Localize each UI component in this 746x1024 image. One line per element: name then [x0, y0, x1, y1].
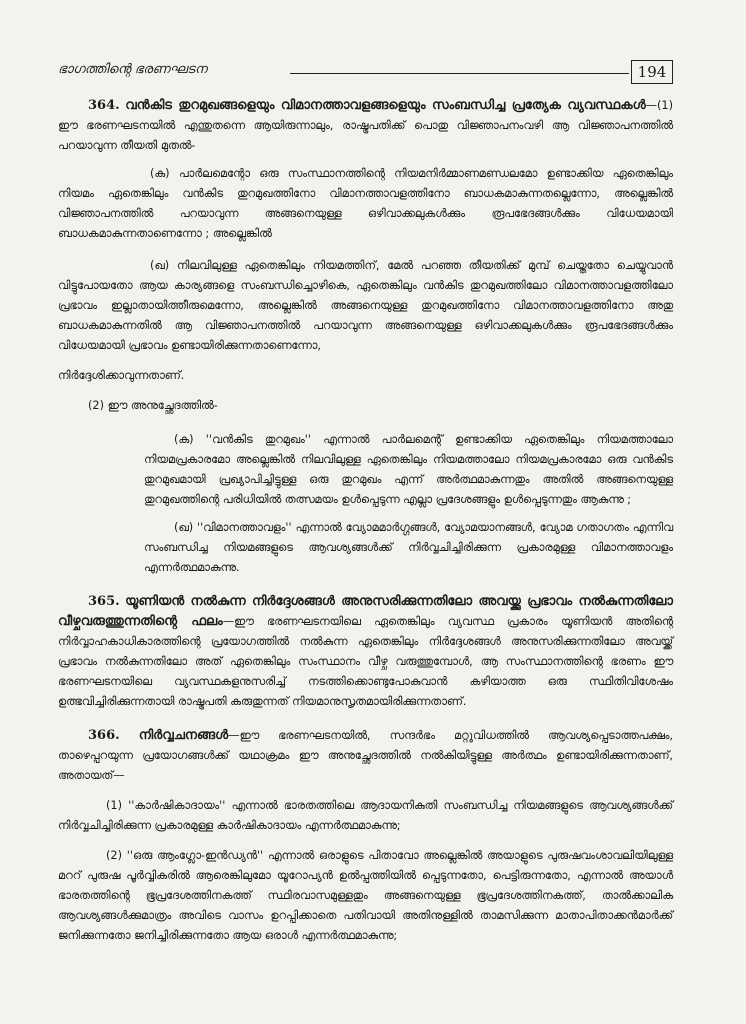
page-header: [58, 60, 673, 86]
document-body: [58, 96, 673, 946]
section-title: യൂണിയൻ നൽകുന്ന നിർദ്ദേശങ്ങൾ അനുസരിക്കുന്നതിലോ അവയ്ക്കു പ്രഭാവം നൽകുന്നതിലോ വീഴ്ചവരുത്തുന്നതിന്റെ ഫലം: [58, 594, 673, 629]
section-366-intro: [58, 726, 673, 786]
header-rule: [290, 73, 629, 74]
definition-major-port: (ക) ''വൻകിട തുറമുഖം'' എന്നാൽ പാർലമെന്റ് ഉണ്ടാക്കിയ ഏതെങ്കിലും നിയമത്താലോ നിയമപ്രകാരമോ അല്ലെങ്കിൽ നിലവിലുള്ള ഏതെങ്കിലും നിയമത്താലോ നിയമപ്രകാരമോ ഒരു വൻകിട തുറമുഖമായി പ്രഖ്യാപിച്ചിട്ടുള്ള ഒരു തുറമുഖം എന്ന് അർത്ഥമാകുന്നതും അതിൽ അങ്ങനെയുള്ള തുറമുഖത്തിന്റെ പരിധിയിൽ തത്സമയം ഉൾപ്പെടുന്ന എല്ലാ പ്രദേശങ്ങളും ഉൾപ്പെടുന്നതും ആകുന്നു ;: [144, 433, 673, 506]
section-365: [58, 592, 673, 712]
running-title: ഭാഗത്തിന്റെ ഭരണഘടന: [58, 62, 207, 77]
section-number: 364.: [88, 98, 120, 113]
clause-a: (ക) പാർലമെന്റോ ഒരു സംസ്ഥാനത്തിന്റെ നിയമനിർമ്മാണമണ്ഡലമോ ഉണ്ടാക്കിയ ഏതെങ്കിലും നിയമം ഏതെങ്കിലും വൻകിട തുറമുഖത്തിനോ വിമാനത്താവളത്തിനോ ബാധകമാകുന്നതല്ലെന്നോ, അല്ലെങ്കിൽ വിജ്ഞാപനത്തിൽ പറയാവുന്ന അങ്ങനെയുള്ള ഒഴിവാക്കലുകൾക്കും രൂപഭേദങ്ങൾക്കും വിധേയമായി ബാധകമാകുന്നതാണെന്നോ ; അല്ലെങ്കിൽ: [58, 167, 673, 240]
section-text: —ഈ ഭരണഘടനയിൽ, സന്ദർഭം മറ്റുവിധത്തിൽ ആവശ്യപ്പെടാത്തപക്ഷം, താഴെപ്പറയുന്ന പ്രയോഗങ്ങൾക്ക് യഥാക്രമം ഈ അനുച്ഛേദത്തിൽ നൽകിയിട്ടുള്ള അർത്ഥം ഉണ്ടായിരിക്കുന്നതാണ്, അതായത്—: [58, 729, 674, 782]
section-title: നിർവ്വചനങ്ങൾ: [138, 728, 229, 743]
section-title: വൻകിട തുറമുഖങ്ങളെയും വിമാനത്താവളങ്ങളെയും സംബന്ധിച്ച പ്രത്യേക വ്യവസ്ഥകൾ: [125, 98, 646, 113]
section-text: —(1) ഈ ഭരണഘടനയിൽ എന്തുതന്നെ ആയിരുന്നാലും, രാഷ്ട്രപതിക്ക് പൊതു വിജ്ഞാപനംവഴി ആ വിജ്ഞാപനത്തിൽ പറയാവുന്ന തീയതി മുതൽ-: [58, 99, 673, 152]
page-number: 194: [631, 60, 673, 84]
clause-b: (ഖ) നിലവിലുള്ള ഏതെങ്കിലും നിയമത്തിന്, മേൽ പറഞ്ഞ തീയതിക്ക് മുമ്പ് ചെയ്തതോ ചെയ്യുവാൻ വിട്ടുപോയതോ ആയ കാര്യങ്ങളെ സംബന്ധിച്ചൊഴികെ, ഏതെങ്കിലും വൻകിട തുറമുഖത്തിലോ വിമാനത്താവളത്തിലോ പ്രഭാവം ഇല്ലാതായിത്തീരുമെന്നോ, അല്ലെങ്കിൽ അങ്ങനെയുള്ള തുറമുഖത്തിനോ വിമാനത്താവളത്തിനോ അതു ബാധകമാകുന്നതിൽ ആ വിജ്ഞാപനത്തിൽ പറയാവുന്ന അങ്ങനെയുള്ള ഒഴിവാക്കലുകൾക്കും രൂപഭേദങ്ങൾക്കും വിധേയമായി പ്രഭാവം ഉണ്ടായിരിക്കുന്നതാണെന്നോ,: [58, 259, 673, 352]
section-text: —ഈ ഭരണഘടനയിലെ ഏതെങ്കിലും വ്യവസ്ഥ പ്രകാരം യൂണിയൻ അതിന്റെ നിർവ്വാഹകാധികാരത്തിന്റെ പ്രയോഗത്തിൽ നൽകുന്ന ഏതെങ്കിലും നിർദ്ദേശങ്ങൾ അനുസരിക്കുന്നതിലോ അവയ്ക്ക് പ്രഭാവം നൽകുന്നതിലോ അത് ഏതെങ്കിലും സംസ്ഥാനം വീഴ്ച വരുത്തുമ്പോൾ, ആ സംസ്ഥാനത്തിന്റെ ഭരണം ഈ ഭരണഘടനയിലെ വ്യവസ്ഥകളനുസരിച്ച് നടത്തിക്കൊണ്ടുപോകുവാൻ കഴിയാത്ത ഒരു സ്ഥിതിവിശേഷം ഉത്ഭവിച്ചിരിക്കുന്നതായി രാഷ്ട്രപതി കരുതുന്നത് നിയമാനുസൃതമായിരിക്കുന്നതാണ്.: [58, 615, 673, 708]
closing-text: നിർദ്ദേശിക്കാവുന്നതാണ്.: [58, 369, 185, 382]
definition-airport: (ഖ) ''വിമാനത്താവളം'' എന്നാൽ വ്യോമമാർഗ്ഗങ്ങൾ, വ്യോമയാനങ്ങൾ, വ്യോമ ഗതാഗതം എന്നിവ സംബന്ധിച്ച നിയമങ്ങളുടെ ആവശ്യങ്ങൾക്ക് നിർവ്വചിച്ചിരിക്കുന്ന പ്രകാരമുള്ള വിമാനത്താവളം എന്നർത്ഥമാകുന്നു.: [144, 521, 673, 574]
definition-item-2: (2) ''ഒരു ആംഗ്ലോ-ഇൻഡ്യൻ'' എന്നാൽ ഒരാളുടെ പിതാവോ അല്ലെങ്കിൽ അയാളുടെ പുരുഷവംശാവലിയിലുള്ള മററ് പുരുഷ പൂർവ്വികരിൽ ആരെങ്കിലുമോ യൂറോപ്യൻ ഉൽപ്പത്തിയിൽ പ്പെടുന്നതോ, പെട്ടിരുന്നതോ, എന്നാൽ അയാൾ ഭാരതത്തിന്റെ ഭൂപ്രദേശത്തിനകത്ത് സ്ഥിരവാസമുള്ളതും അങ്ങനെയുള്ള ഭൂപ്രദേശത്തിനകത്ത്, താൽക്കാലിക ആവശ്യങ്ങൾക്കുമാത്രം അവിടെ വാസം ഉറപ്പിക്കാതെ പതിവായി അതിനുള്ളിൽ താമസിക്കുന്ന മാതാപിതാക്കൻമാർക്ക് ജനിക്കുന്നതോ ജനിച്ചിരിക്കുന്നതോ ആയ ഒരാൾ എന്നർത്ഥമാകുന്നു;: [58, 849, 673, 942]
definition-item-1: (1) ''കാർഷികാദായം'' എന്നാൽ ഭാരതത്തിലെ ആദായനികുതി സംബന്ധിച്ച നിയമങ്ങളുടെ ആവശ്യങ്ങൾക്ക് നിർവ്വചിച്ചിരിക്കുന്ന പ്രകാരമുള്ള കാർഷികാദായം എന്നർത്ഥമാകുന്നു;: [58, 799, 673, 832]
section-number: 365.: [88, 594, 120, 609]
subsection-2-intro: (2) ഈ അനുച്ഛേദത്തിൽ-: [88, 399, 218, 412]
section-364-intro: [58, 96, 673, 156]
section-number: 366.: [88, 728, 120, 743]
